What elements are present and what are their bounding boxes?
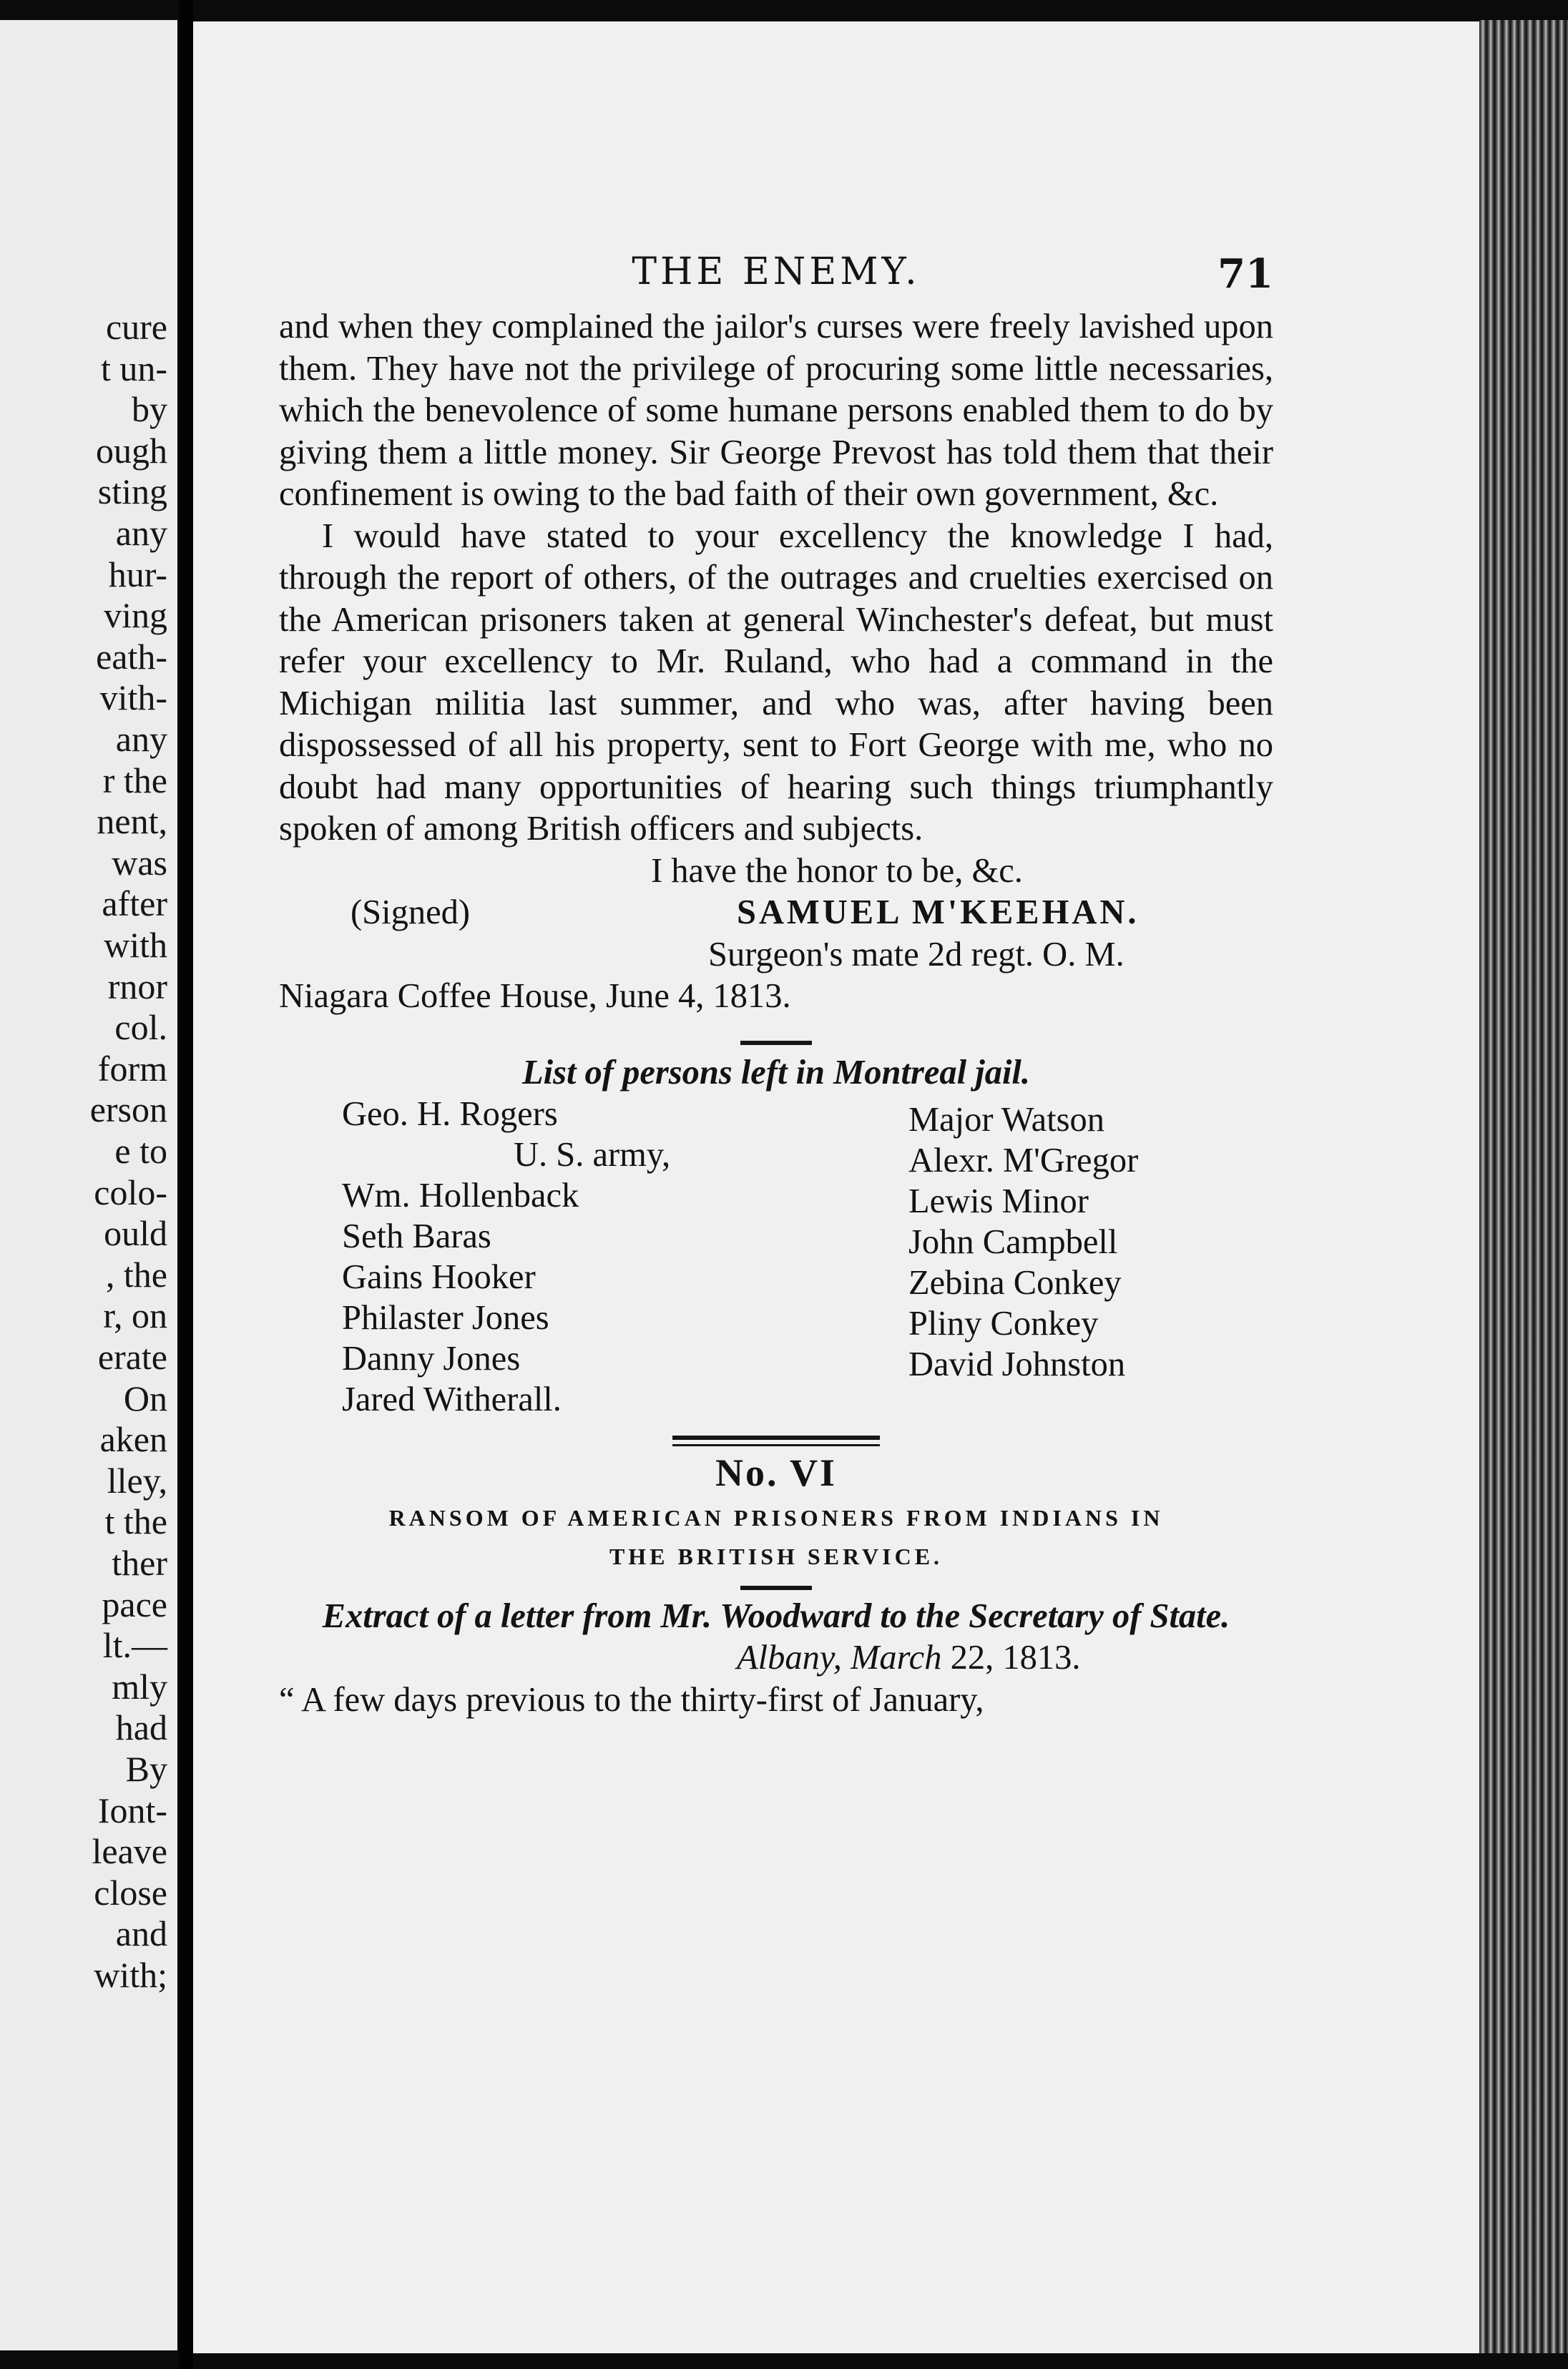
left-page-line: with;	[94, 1955, 167, 1995]
left-page-line: form	[97, 1048, 167, 1089]
left-page-line: sting	[97, 471, 167, 512]
page-number: 71	[1217, 250, 1273, 298]
left-page-line: with	[104, 925, 167, 965]
left-page-line: colo-	[94, 1172, 167, 1212]
divider-rule	[740, 1586, 812, 1590]
left-page-line: leave	[92, 1831, 167, 1872]
prisoner-name: Alexr. M'Gregor	[908, 1142, 1139, 1179]
signed-label: (Signed)	[351, 893, 471, 931]
prisoner-list	[279, 1094, 1273, 1418]
divider-rule	[740, 1041, 812, 1045]
left-page-line: rnor	[107, 966, 167, 1006]
divider-thick	[672, 1436, 880, 1440]
list-caption: List of persons left in Montreal jail.	[521, 1053, 1031, 1092]
prisoner-name: Zebina Conkey	[908, 1264, 1122, 1302]
letter-first-line: “ A few days previous to the thirty-first of January,	[279, 1680, 984, 1719]
section-divider	[672, 1436, 880, 1446]
left-page-line: was	[112, 842, 167, 883]
section-number: No. VI	[715, 1451, 838, 1494]
prisoner-name: Pliny Conkey	[908, 1305, 1099, 1343]
left-page-line: ther	[112, 1543, 167, 1583]
prisoner-name: Jared Witherall.	[342, 1380, 562, 1418]
prisoner-name: John Campbell	[908, 1223, 1118, 1261]
left-page-line: By	[125, 1749, 167, 1789]
left-page-line: ough	[96, 430, 167, 471]
left-page-line: t the	[104, 1501, 167, 1542]
prisoner-name: Gains Hooker	[342, 1258, 536, 1296]
prisoner-name: Danny Jones	[342, 1340, 521, 1378]
prisoner-name: David Johnston	[908, 1345, 1126, 1383]
left-page-line: t un-	[100, 348, 167, 388]
left-page-line: e to	[114, 1131, 167, 1171]
left-page-line: Iont-	[97, 1790, 167, 1830]
signer-title: Surgeon's mate 2d regt. O. M.	[708, 935, 1124, 973]
left-page-line: r the	[102, 760, 167, 800]
left-page-line: erson	[89, 1089, 167, 1130]
prisoner-name: Geo. H. Rogers	[342, 1095, 558, 1133]
prisoner-name: Lewis Minor	[908, 1182, 1089, 1220]
left-page-line: On	[123, 1378, 167, 1418]
left-page-line: lt.—	[102, 1625, 167, 1666]
left-page-line: ving	[104, 595, 167, 636]
letter-date-month: March	[850, 1639, 942, 1677]
prisoner-column-left	[342, 1094, 670, 1420]
left-page-line: , the	[105, 1254, 167, 1295]
section-heading	[279, 1499, 1273, 1576]
left-page-line: pace	[102, 1584, 167, 1624]
extract-heading: Extract of a letter from Mr. Woodward to the Secretary of State.	[322, 1596, 1230, 1635]
prisoner-name: Major Watson	[908, 1101, 1105, 1139]
left-page	[0, 20, 183, 2350]
left-page-line: after	[102, 883, 167, 924]
left-page-line: and	[115, 1913, 167, 1954]
left-page-line: lley,	[107, 1460, 167, 1501]
running-head: THE ENEMY.	[632, 250, 921, 293]
right-page	[193, 21, 1488, 2353]
book-gutter	[179, 0, 193, 2369]
letter-date-place: Albany,	[737, 1639, 842, 1677]
signature-line	[279, 892, 1273, 934]
section-heading-line: RANSOM OF AMERICAN PRISONERS FROM INDIANS IN	[388, 1504, 1164, 1531]
left-page-line: eath-	[96, 636, 167, 677]
left-page-line: vith-	[99, 677, 167, 718]
left-page-line: cure	[105, 307, 167, 347]
left-page-line: ould	[104, 1213, 167, 1254]
page-edges	[1479, 20, 1568, 2353]
left-page-line: close	[94, 1872, 167, 1913]
letter-paragraph: and when they complained the jailor's curses were freely lavished upon them. They have not the privilege of procuring some little necessaries, which the benevolence of some humane persons enabled them to do by giving them a little money. Sir George Prevost has told them that their confinement is owing to the bad faith of their own government, &c.	[279, 308, 1273, 513]
left-page-line: mly	[112, 1666, 167, 1707]
letter-date-rest: 22, 1813.	[950, 1639, 1081, 1677]
letter-closing: I have the honor to be, &c.	[651, 851, 1023, 890]
divider-thin	[672, 1444, 880, 1446]
section-heading-line: THE BRITISH SERVICE.	[609, 1543, 944, 1569]
letter-location-date: Niagara Coffee House, June 4, 1813.	[279, 977, 791, 1015]
left-page-line: aken	[99, 1419, 167, 1460]
left-page-line: erate	[97, 1337, 167, 1377]
left-page-line: had	[115, 1707, 167, 1748]
left-page-line: any	[115, 719, 167, 759]
left-page-line: nent,	[97, 801, 167, 842]
prisoner-name: Seth Baras	[342, 1217, 491, 1255]
prisoner-name: Wm. Hollenback	[342, 1177, 579, 1215]
page-body	[279, 306, 1273, 1721]
left-page-line: col.	[114, 1007, 167, 1048]
letter-date	[279, 1637, 1273, 1679]
prisoner-column-right	[908, 1099, 1138, 1385]
signer-name: SAMUEL M'KEEHAN.	[737, 893, 1140, 931]
prisoner-note: U. S. army,	[514, 1136, 671, 1174]
letter-paragraph: I would have stated to your excellency the knowledge I had, through the report of others, of the outrages and cruelties exercised on the American prisoners taken at general Winchester's defeat, but must refer your excellency to Mr. Ruland, who had a command in the Michigan militia last summer, and who was, after having been dispossessed of all his property, sent to Fort George with me, who no doubt had many opportunities of hearing such things triumphantly spoken of among British officers and subjects.	[279, 516, 1273, 848]
left-page-line: hur-	[108, 554, 167, 594]
left-page-line: any	[115, 513, 167, 553]
left-page-line: r, on	[103, 1295, 167, 1336]
left-page-line: by	[132, 389, 167, 430]
page-header	[279, 250, 1273, 308]
prisoner-name: Philaster Jones	[342, 1299, 549, 1337]
